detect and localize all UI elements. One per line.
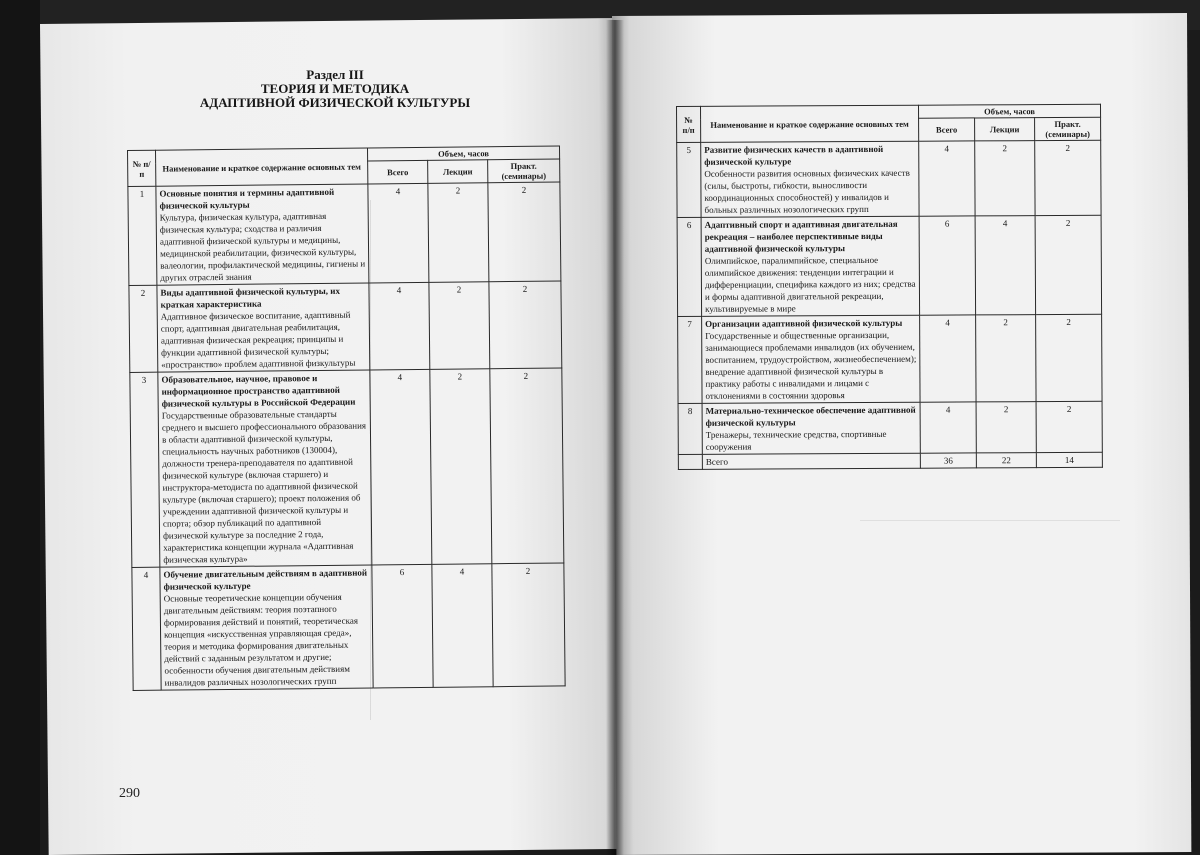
row-practice: 2 <box>490 368 564 564</box>
header-practice: Практ. (семинары) <box>488 159 560 183</box>
total-lectures: 22 <box>976 453 1036 468</box>
row-number: 8 <box>678 403 702 454</box>
row-topic <box>701 216 920 316</box>
topic-body: Государственные и общественные организации, занимающиеся проблемами инвалидов (их обучением, воспитанием, трудоустройством, жизнеобеспечением); внедрение адаптивной физической культуры в практику работы с инвалидами и лицами с отклонениями в состоянии здоровья <box>705 329 917 401</box>
row-practice: 2 <box>488 182 561 282</box>
total-hours: 36 <box>920 453 976 468</box>
row-lectures: 4 <box>432 564 493 688</box>
header-total: Всего <box>919 118 975 141</box>
row-practice: 2 <box>1036 401 1102 452</box>
section-title-line-2: АДАПТИВНОЙ ФИЗИЧЕСКОЙ КУЛЬТУРЫ <box>199 95 471 110</box>
header-number: № п/п <box>677 106 701 142</box>
table-row <box>678 401 1102 454</box>
topic-title: Виды адаптивной физической культуры, их краткая характеристика <box>160 285 340 310</box>
topic-title: Обучение двигательным действиям в адаптивной физической культуре <box>163 567 368 592</box>
topic-title: Основные понятия и термины адаптивной физической культуры <box>159 186 335 211</box>
row-lectures: 2 <box>428 183 489 283</box>
topic-body: Тренажеры, технические средства, спортивные сооружения <box>705 428 887 452</box>
row-topic <box>160 565 373 690</box>
topic-title: Материально-техническое обеспечение адаптивной физической культуры <box>705 404 916 428</box>
row-topic <box>157 283 370 372</box>
book-gutter <box>606 20 624 855</box>
row-lectures: 2 <box>975 141 1035 216</box>
topic-body: Основные теоретические концепции обучения двигательным действиям: теория поэтапного формирования действий и понятий, теоретическая концепция «искусственная управляющая среда», теория и методика формирования двигательных действий с заданным результатом и другие; особенности обучения двигательным действиям инвалидов различных нозологических групп <box>163 591 358 688</box>
total-practice: 14 <box>1036 452 1102 467</box>
row-total: 4 <box>919 141 975 216</box>
row-total: 4 <box>920 402 976 453</box>
row-total: 4 <box>920 315 976 402</box>
header-lectures: Лекции <box>975 118 1035 141</box>
table-row <box>128 182 561 286</box>
table-total-row <box>678 452 1102 469</box>
row-topic <box>701 141 919 217</box>
header-number: № п/п <box>128 150 156 186</box>
row-number: 1 <box>128 186 157 285</box>
table-row <box>678 314 1102 403</box>
header-lectures: Лекции <box>428 160 488 184</box>
header-hours: Объем, часов <box>918 104 1100 118</box>
row-lectures: 2 <box>976 315 1036 402</box>
topic-title: Адаптивный спорт и адаптивная двигательная рекреация – наиболее перспективные виды адаптивной физической культуры <box>704 218 898 254</box>
course-table-left <box>127 145 566 691</box>
row-lectures: 2 <box>430 369 492 565</box>
row-lectures: 2 <box>976 402 1036 453</box>
row-lectures: 4 <box>975 216 1036 315</box>
topic-title: Развитие физических качеств в адаптивной физической культуре <box>704 143 884 167</box>
topic-body: Олимпийское, паралимпийское, специальное олимпийское движения: тенденции интеграции и дифференциации, специфика каждого из них; средства и формы адаптивной двигательной рекреации, культивируемые в мире <box>704 254 916 314</box>
topic-title: Образовательное, научное, правовое и информационное пространство адаптивной физической культуры в Российской Федерации <box>161 373 356 409</box>
row-number: 7 <box>678 316 702 403</box>
row-practice: 2 <box>489 281 562 369</box>
section-heading <box>95 68 575 110</box>
row-practice: 2 <box>492 563 565 687</box>
header-hours: Объем, часов <box>367 146 559 161</box>
row-topic <box>702 315 920 403</box>
total-spacer <box>678 454 702 469</box>
row-total: 6 <box>372 564 433 688</box>
row-topic <box>156 184 369 285</box>
row-total: 4 <box>369 282 430 370</box>
section-title-line-1: ТЕОРИЯ И МЕТОДИКА <box>260 81 410 96</box>
row-number: 6 <box>677 217 702 316</box>
row-number: 2 <box>129 285 158 372</box>
page-number: 290 <box>119 786 140 801</box>
header-topic: Наименование и краткое содержание основных тем <box>701 105 919 142</box>
row-number: 5 <box>677 142 701 217</box>
course-table-right <box>676 104 1103 470</box>
section-number: Раздел III <box>306 67 364 82</box>
row-total: 4 <box>370 369 432 565</box>
topic-body: Адаптивное физическое воспитание, адаптивный спорт, адаптивная двигательная реабилитация, адаптивная физическая рекреация; принципы и функции адаптивной физической культуры; «пространство» проблем адаптивной физкультуры <box>160 309 356 370</box>
table-row <box>677 215 1102 316</box>
table-row <box>677 140 1101 217</box>
topic-body: Особенности развития основных физических качеств (силы, быстроты, гибкости, выносливости координационных способностей) у инвалидов и больных различных нозологических групп <box>704 167 910 215</box>
topic-body: Государственные образовательные стандарты среднего и высшего профессионального образования в области адаптивной физической культуры, специальность научных работников (130004), должности тренера-преподавателя по адаптивной физической культуре (включая старшего) и инструктора-методиста по адаптивной физической культуре (включая старшего); проект положения об учреждении адаптивной физической культуры и спорта; обзор публикаций по адаптивной физической культуре за последние 2 года, характеристика концепции журнала «Адаптивная физическая культура» <box>161 408 367 565</box>
row-topic <box>702 402 920 454</box>
scan-background-left <box>0 0 40 855</box>
topic-body: Культура, физическая культура, адаптивная физическая культура; сходства и различия адаптивной физической культуры и медицины, медицинской реабилитации, физической культуры, валеологии, профилактической медицины, гигиены и других отраслей знания <box>159 210 366 283</box>
header-total: Всего <box>368 160 428 184</box>
row-number: 3 <box>130 372 160 567</box>
row-total: 4 <box>368 183 429 283</box>
table-row <box>129 281 562 373</box>
table-row <box>132 563 565 691</box>
header-practice: Практ. (семинары) <box>1035 117 1101 140</box>
row-number: 4 <box>132 567 161 690</box>
row-lectures: 2 <box>429 282 490 370</box>
topic-title: Организации адаптивной физической культуры <box>705 317 903 329</box>
row-practice: 2 <box>1035 215 1102 314</box>
table-row <box>130 368 564 568</box>
total-label: Всего <box>702 453 920 469</box>
row-total: 6 <box>919 216 976 315</box>
row-topic <box>158 370 372 567</box>
row-practice: 2 <box>1036 314 1102 401</box>
header-topic: Наименование и краткое содержание основных тем <box>156 148 368 186</box>
row-practice: 2 <box>1035 140 1101 215</box>
